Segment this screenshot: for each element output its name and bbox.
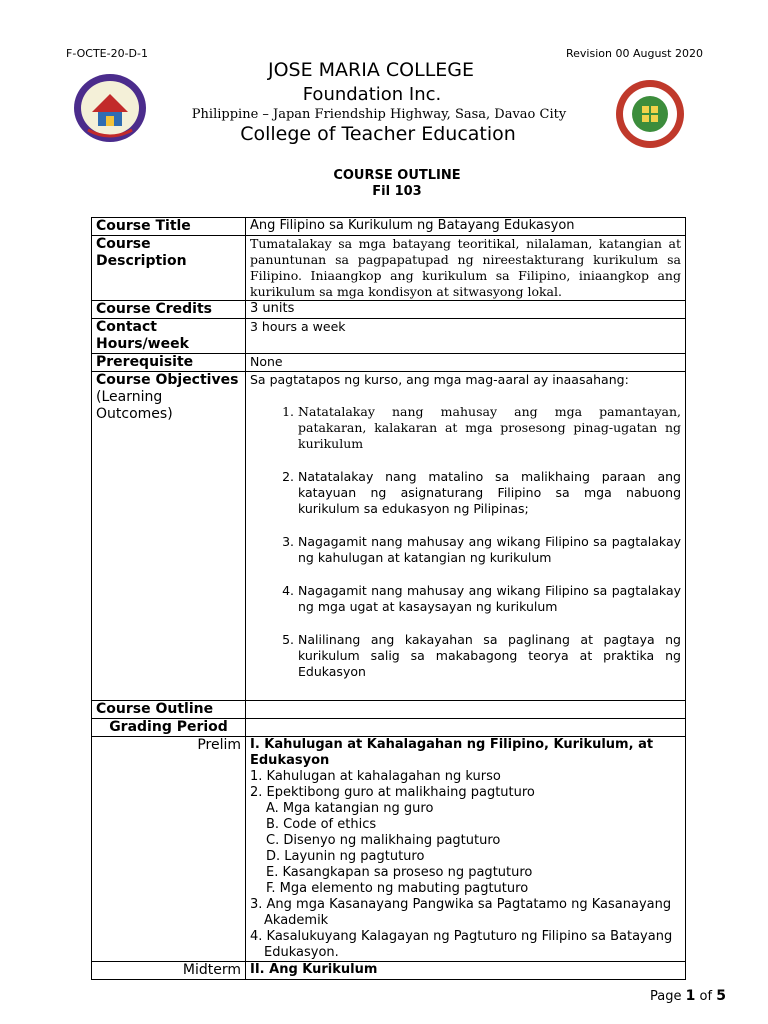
prelim-topic: 2. Epektibong guro at malikhaing pagtuturo: [250, 785, 535, 800]
course-code: Fil 103: [372, 184, 422, 199]
course-outline-label: Course Outline: [96, 701, 214, 717]
objective-item: 1. Natatalakay nang mahusay ang mga pamantayan, patakaran, kalakaran at mga prosesong pinag-ugatan ng kurikulum: [298, 404, 681, 452]
row-course-outline: [92, 701, 686, 719]
current-page: 1: [685, 988, 696, 1004]
revision-note: Revision 00 August 2020: [566, 47, 703, 60]
document-code: F-OCTE-20-D-1: [66, 47, 148, 60]
total-pages: 5: [716, 988, 726, 1004]
row-contact-hours: [92, 319, 686, 354]
prelim-topic-cont: Akademik: [264, 913, 329, 928]
course-outline-table: [91, 217, 686, 980]
row-midterm: [92, 962, 686, 980]
midterm-heading: II. Ang Kurikulum: [250, 962, 378, 977]
prelim-label: Prelim: [92, 737, 246, 962]
prelim-topic: 1. Kahulugan at kahalagahan ng kurso: [250, 769, 501, 784]
objective-item: 3. Nagagamit nang mahusay ang wikang Filipino sa pagtalakay ng kahulugan at katangian ng kurikulum: [298, 534, 681, 566]
contact-hours-value: 3 hours a week: [246, 319, 686, 354]
objectives-intro: Sa pagtatapos ng kurso, ang mga mag-aaral ay inaasahang:: [250, 372, 629, 387]
foundation-name: Foundation Inc.: [302, 84, 442, 105]
objective-item: 4. Nagagamit nang mahusay ang wikang Filipino sa pagtalakay ng mga ugat at kasaysayan ng kurikulum: [298, 583, 681, 615]
course-description-label: Course Description: [96, 236, 187, 269]
college-address: Philippine – Japan Friendship Highway, Sasa, Davao City: [191, 107, 567, 122]
course-description-value: Tumatalakay sa mga batayang teoritikal, nilalaman, katangian at panuntunan sa pagpapatupad ng nireestakturang kurikulum sa Filipino. Iniaangkop ang kurikulum sa Filipino, iniaangkop ang kurikulum sa mga kondisyon at sitwasyong lokal.: [246, 236, 686, 301]
prelim-subtopic: D. Layunin ng pagtuturo: [266, 849, 425, 864]
college-name: JOSE MARIA COLLEGE: [267, 59, 475, 81]
document-title: COURSE OUTLINE: [333, 168, 461, 183]
course-credits-value: 3 units: [246, 301, 686, 319]
prelim-subtopic: C. Disenyo ng malikhaing pagtuturo: [266, 833, 501, 848]
prelim-heading: I. Kahulugan at Kahalagahan ng Filipino, Kurikulum, at Edukasyon: [250, 737, 654, 768]
learning-outcomes-label: (Learning Outcomes): [96, 389, 173, 422]
prelim-subtopic: F. Mga elemento ng mabuting pagtuturo: [266, 881, 529, 896]
row-course-credits: [92, 301, 686, 319]
row-prelim: [92, 737, 686, 962]
course-credits-label: Course Credits: [96, 301, 212, 317]
objectives-list: [250, 404, 681, 680]
row-course-objectives: [92, 372, 686, 701]
grading-period-label: Grading Period: [109, 719, 228, 735]
contact-hours-label: Contact Hours/week: [96, 319, 189, 352]
prerequisite-value: None: [246, 354, 686, 372]
prelim-topic: 3. Ang mga Kasanayang Pangwika sa Pagtatamo ng Kasanayang: [250, 897, 672, 912]
course-objectives-label: Course Objectives: [96, 372, 239, 388]
page-word: Page: [650, 989, 682, 1004]
prelim-topic-cont: Edukasyon.: [264, 945, 339, 960]
row-grading-period: [92, 719, 686, 737]
midterm-label: Midterm: [92, 962, 246, 980]
objective-item: 5. Nalilinang ang kakayahan sa paglinang at pagtaya ng kurikulum salig sa makabagong teorya at praktika ng Edukasyon: [298, 632, 681, 680]
prelim-subtopic: A. Mga katangian ng guro: [266, 801, 434, 816]
row-course-title: [92, 218, 686, 236]
page-number: [650, 988, 726, 1004]
row-course-description: [92, 236, 686, 301]
prelim-subtopic: E. Kasangkapan sa proseso ng pagtuturo: [266, 865, 533, 880]
department-name: College of Teacher Education: [240, 123, 516, 145]
course-title-label: Course Title: [96, 218, 191, 234]
course-title-value: Ang Filipino sa Kurikulum ng Batayang Edukasyon: [246, 218, 686, 236]
prerequisite-label: Prerequisite: [96, 354, 194, 370]
prelim-topic: 4. Kasalukuyang Kalagayan ng Pagtuturo ng Filipino sa Batayang: [250, 929, 673, 944]
objective-item: 2. Natatalakay nang matalino sa malikhaing paraan ang katayuan ng asignaturang Filipino sa mga nabuong kurikulum sa edukasyon ng Pilipinas;: [298, 469, 681, 517]
prelim-subtopic: B. Code of ethics: [266, 817, 377, 832]
of-word: of: [699, 989, 713, 1004]
row-prerequisite: [92, 354, 686, 372]
